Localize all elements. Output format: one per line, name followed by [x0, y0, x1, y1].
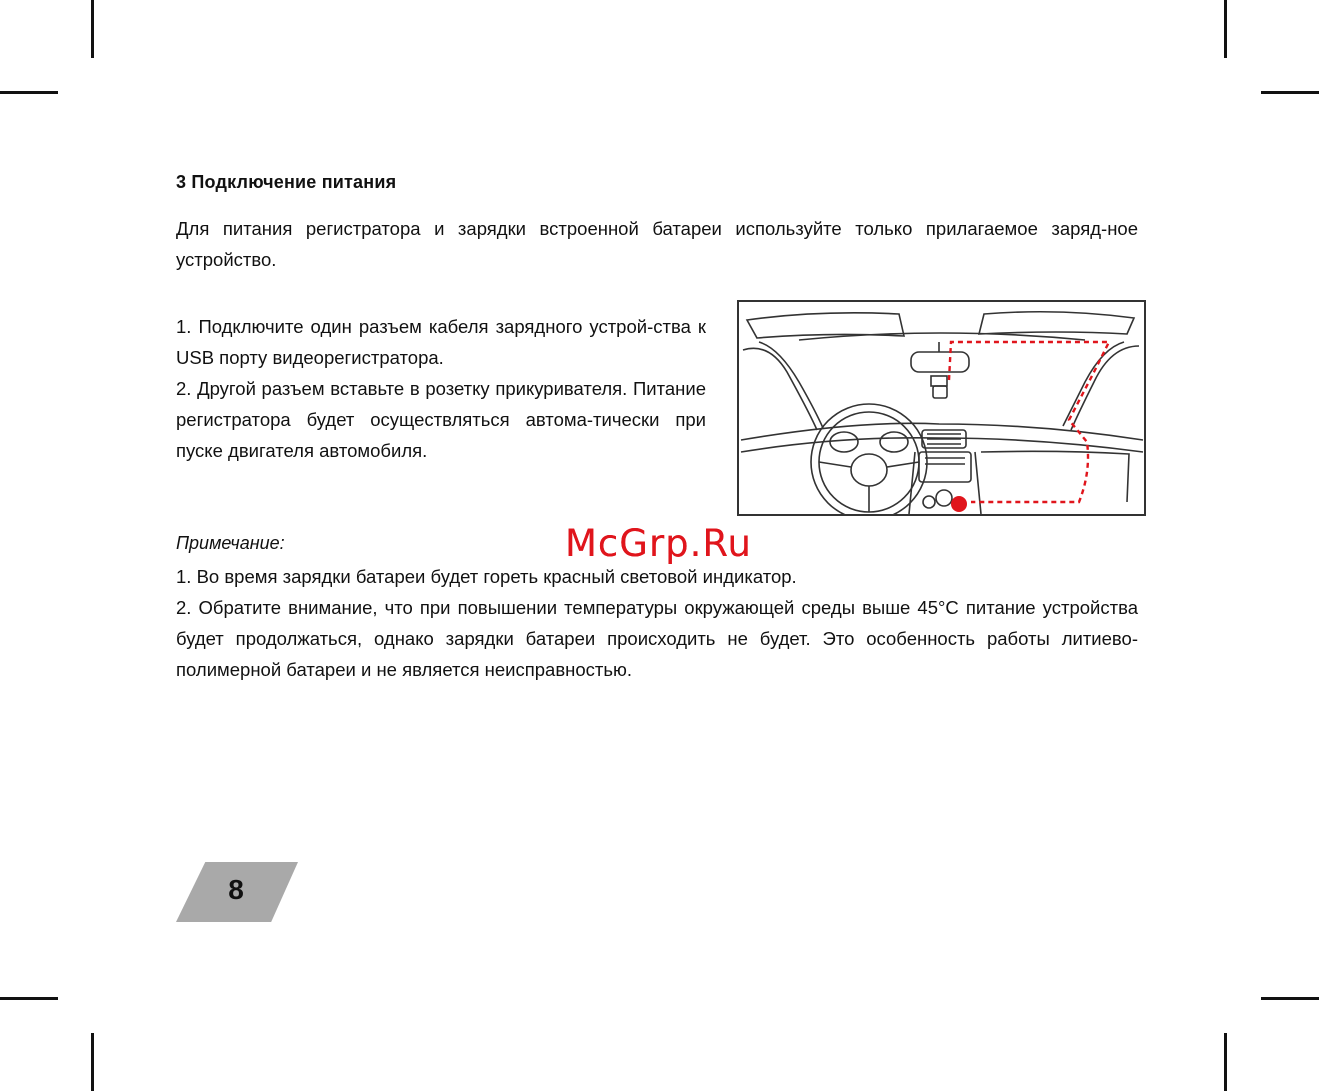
watermark: McGrp.Ru [565, 522, 752, 565]
note-title: Примечание: [176, 533, 285, 553]
dash-camera [933, 386, 947, 398]
notes-list [176, 561, 1138, 685]
crop-mark-top-left-horizontal [0, 91, 58, 94]
steering-wheel-spokes [819, 462, 919, 512]
note-item: 2. Обратите внимание, что при повышении температуры окружающей среды выше 45°С питание устройства будет продолжаться, однако зарядки батареи происходить не будет. Это особенность работы литиево-полимерной батареи и не является неисправностью. [176, 597, 1138, 680]
section-heading: 3 Подключение питания [176, 172, 397, 192]
crop-mark-bottom-left-horizontal [0, 997, 58, 1000]
charging-cable-route [949, 342, 1109, 502]
glovebox [981, 451, 1129, 502]
steps-list [176, 311, 706, 466]
note-item: 1. Во время зарядки батареи будет гореть красный световой индикатор. [176, 566, 797, 587]
crop-mark-top-left-vertical [91, 0, 94, 58]
intro-paragraph: Для питания регистратора и зарядки встроенной батареи используйте только прилагаемое заряд-ное устройство. [176, 218, 1138, 270]
car-interior-drawing [739, 302, 1144, 514]
crop-mark-top-right-vertical [1224, 0, 1227, 58]
step-item: 1. Подключите один разъем кабеля зарядного устрой-ства к USB порту видеорегистратора. [176, 316, 706, 368]
gauge-left [830, 432, 858, 452]
dash-camera-mount [931, 376, 947, 386]
power-plug-marker [951, 496, 967, 512]
crop-mark-bottom-right-horizontal [1261, 997, 1319, 1000]
radio-buttons [925, 458, 965, 464]
crop-mark-bottom-right-vertical [1224, 1033, 1227, 1091]
crop-mark-top-right-horizontal [1261, 91, 1319, 94]
right-sun-visor [979, 312, 1134, 334]
car-interior-illustration [737, 300, 1146, 516]
cigarette-lighter-socket [936, 490, 952, 506]
left-a-pillar-inner [759, 342, 823, 428]
left-a-pillar [743, 348, 817, 430]
gauge-right [880, 432, 908, 452]
vent-slats [927, 434, 961, 444]
page-number: 8 [228, 874, 244, 905]
page-number-tab [176, 862, 298, 922]
rear-view-mirror [911, 352, 969, 372]
crop-mark-bottom-left-vertical [91, 1033, 94, 1091]
console-knob [923, 496, 935, 508]
steering-wheel-hub [851, 454, 887, 486]
step-item: 2. Другой разъем вставьте в розетку прикуривателя. Питание регистратора будет осуществляться автома-тически при пуске двигателя автомобиля. [176, 378, 706, 461]
dashboard-edge [741, 438, 1143, 452]
